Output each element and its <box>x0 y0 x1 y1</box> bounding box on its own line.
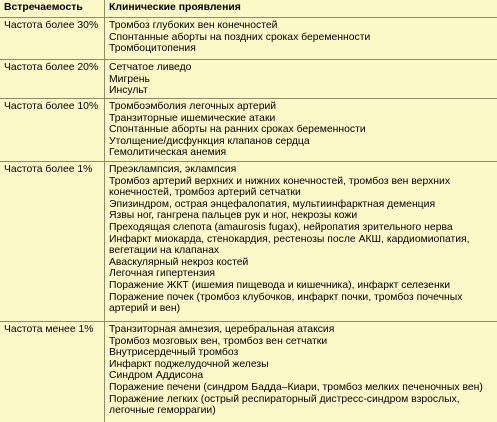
manifestation-item: Эпизиндром, острая энцефалопатия, мультиинфарктная деменция <box>109 198 436 210</box>
frequency-cell: Частота более 10% <box>4 101 99 112</box>
manifestation-item: Транзиторные ишемические атаки <box>109 112 276 124</box>
manifestation-item: Мигрень <box>109 73 150 85</box>
manifestation-item: Инсульт <box>109 85 148 97</box>
manifestation-item: Аваскулярный некроз костей <box>109 256 249 268</box>
header-frequency: Встречаемость <box>4 2 83 13</box>
manifestation-item: Поражение печени (синдром Бадда–Киари, тромбоз мелких печеночных вен) <box>109 381 483 393</box>
manifestation-item: Поражение ЖКТ (ишемия пищевода и кишечника), инфаркт селезенки <box>109 279 451 291</box>
manifestation-item: Спонтанные аборты на ранних сроках беременности <box>109 124 366 136</box>
manifestations-cell <box>109 20 493 55</box>
manifestation-item: Инфаркт поджелудочной железы <box>109 358 269 370</box>
frequency-cell: Частота более 20% <box>4 62 99 73</box>
manifestation-item: Поражение легких (острый респираторный дистресс-синдром взрослых, легочные геморрагии) <box>109 393 460 417</box>
manifestation-item: Синдром Аддисона <box>109 370 204 382</box>
header-manifestations: Клинические проявления <box>109 2 241 13</box>
frequency-cell: Частота менее 1% <box>4 324 94 335</box>
manifestation-item: Легочная гипертензия <box>109 268 216 280</box>
manifestation-item: Тромбоз мозговых вен, тромбоз вен сетчатки <box>109 335 328 347</box>
manifestation-item: Инфаркт миокарда, стенокардия, рестенозы после АКШ, кардиомиопатия, вегетации на клапанах <box>109 233 470 257</box>
manifestation-item: Тромбоцитопения <box>109 43 196 55</box>
manifestation-item: Тромбоз артерий верхних и нижних конечностей, тромбоз вен верхних конечностей, тромбоз артерий сетчатки <box>109 175 451 199</box>
manifestation-item: Транзиторная амнезия, церебральная атаксия <box>109 324 335 335</box>
manifestation-item: Утолщение/дисфункция клапанов сердца <box>109 135 310 147</box>
manifestation-item: Преходящая слепота (amaurosis fugax), нейропатия зрительного нерва <box>109 221 453 233</box>
table-row <box>0 162 497 322</box>
manifestation-item: Язвы ног, гангрена пальцев рук и ног, некрозы кожи <box>109 210 358 222</box>
manifestation-item: Поражение почек (тромбоз клубочков, инфаркт почки, тромбоз почечных артерий и вен) <box>109 291 463 315</box>
manifestation-item: Тромбоз глубоких вен конечностей <box>109 20 278 31</box>
manifestation-item: Внутрисердечный тромбоз <box>109 347 239 359</box>
table-row <box>0 18 497 60</box>
table-row <box>0 60 497 99</box>
manifestations-cell <box>109 164 493 315</box>
table-header <box>0 0 497 18</box>
table-row <box>0 99 497 162</box>
manifestations-cell <box>109 62 493 97</box>
manifestation-item: Тромбоэмболия легочных артерий <box>109 101 277 112</box>
frequency-cell: Частота более 1% <box>4 164 93 175</box>
frequency-cell: Частота более 30% <box>4 20 99 31</box>
manifestation-item: Сетчатое ливедо <box>109 62 192 73</box>
manifestation-item: Преэклампсия, эклампсия <box>109 164 237 175</box>
manifestation-item: Гемолитическая анемия <box>109 147 227 159</box>
manifestations-cell <box>109 324 493 417</box>
table-row <box>0 322 497 421</box>
manifestation-item: Спонтанные аборты на поздних сроках беременности <box>109 31 371 43</box>
manifestations-cell <box>109 101 493 159</box>
